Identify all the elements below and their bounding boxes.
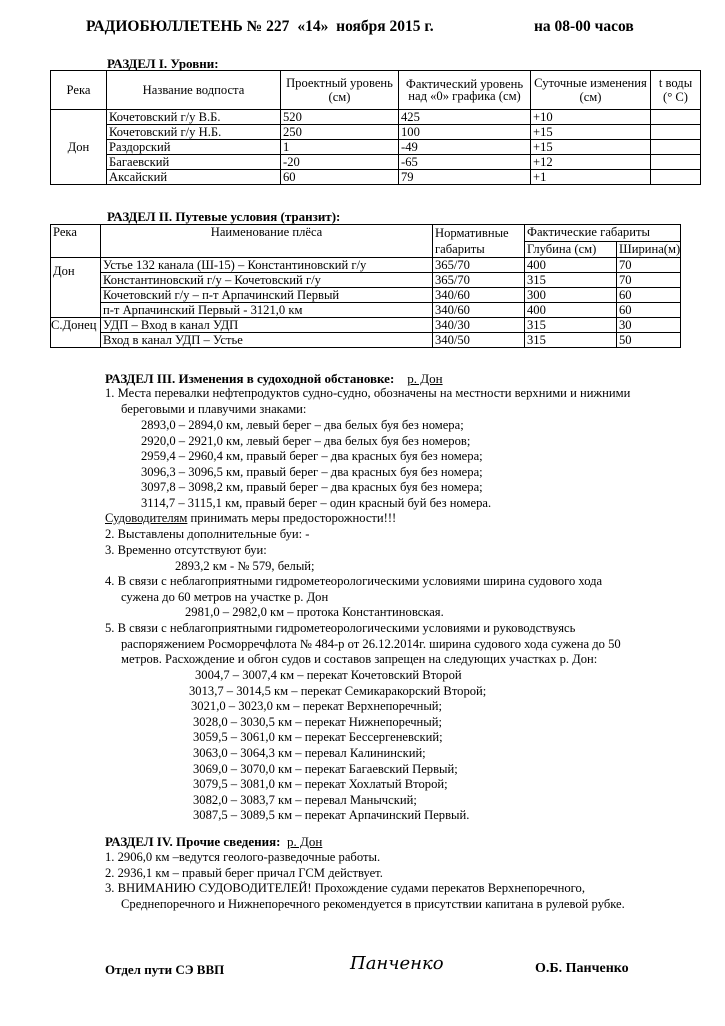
- table-row: [51, 110, 701, 125]
- text-line: 3021,0 – 3023,0 км – перекат Верхнепоречный;: [191, 699, 443, 713]
- width: 50: [617, 333, 681, 348]
- width: 30: [617, 318, 681, 333]
- water-temp: [651, 125, 701, 140]
- reach-name: Кочетовский г/у – п-т Арпачинский Первый: [101, 288, 433, 303]
- text-line: [105, 511, 396, 527]
- daily-change: +12: [531, 155, 651, 170]
- text-line: 3. Временно отсутствуют буи:: [105, 543, 267, 557]
- section3-title: РАЗДЕЛ III. Изменения в судоходной обстановке:: [105, 371, 395, 386]
- table-row: [51, 155, 701, 170]
- table-row: [51, 333, 681, 348]
- col-header: Глубина (см): [525, 241, 617, 258]
- width: 60: [617, 288, 681, 303]
- route-header-row: [51, 225, 681, 242]
- text-line: 1. 2906,0 км –ведутся геолого-разведочные работы.: [105, 850, 381, 864]
- col-header: Фактический уровень над «0» графика (см): [399, 71, 531, 110]
- col-header: Суточные изменения (см): [531, 71, 651, 110]
- col-header: Река: [51, 225, 101, 258]
- daily-change: +15: [531, 125, 651, 140]
- actual-level: 79: [399, 170, 531, 185]
- levels-table: [50, 70, 701, 185]
- text-line: 3063,0 – 3064,3 км – перевал Калининский;: [193, 746, 426, 760]
- water-temp: [651, 155, 701, 170]
- depth: 315: [525, 318, 617, 333]
- reach-name: УДП – Вход в канал УДП: [101, 318, 433, 333]
- table-row: [51, 170, 701, 185]
- text-line: 2981,0 – 2982,0 км – протока Константиновская.: [185, 605, 444, 619]
- design-level: 60: [281, 170, 399, 185]
- text-line: 3096,3 – 3096,5 км, правый берег – два красных буя без номера;: [141, 465, 483, 479]
- gauge-name: Раздорский: [107, 140, 281, 155]
- text-line: 3069,0 – 3070,0 км – перекат Багаевский Первый;: [193, 762, 458, 776]
- actual-level: -49: [399, 140, 531, 155]
- signer-name: О.Б. Панченко: [535, 961, 629, 976]
- table-row: [51, 125, 701, 140]
- gauge-name: Кочетовский г/у В.Б.: [107, 110, 281, 125]
- section1-heading: РАЗДЕЛ I. Уровни:: [107, 56, 219, 71]
- text-line: береговыми и плавучими знаками:: [121, 402, 307, 416]
- bulletin-date: ноября 2015 г.: [336, 18, 434, 35]
- text-line: 1. Места перевалки нефтепродуктов судно-судно, обозначены на местности верхними и нижними: [105, 386, 631, 400]
- text-line: 3059,5 – 3061,0 км – перекат Бессергеневский;: [193, 730, 443, 744]
- depth: 400: [525, 303, 617, 318]
- bulletin-number: РАДИОБЮЛЛЕТЕНЬ № 227: [86, 18, 290, 35]
- water-temp: [651, 140, 701, 155]
- norm-dims: 340/60: [433, 288, 525, 303]
- river-cell: Дон: [51, 110, 107, 185]
- bulletin-day: «14»: [297, 18, 329, 35]
- text-line: метров. Расхождение и обгон судов и составов запрещен на следующих участках р. Дон:: [121, 652, 598, 666]
- drivers-word: Судоводителям: [105, 511, 188, 525]
- river-cell: С.Донец: [51, 318, 101, 348]
- bulletin-time: на 08-00 часов: [534, 18, 634, 35]
- section4-heading: [105, 834, 322, 850]
- department-label: Отдел пути СЭ ВВП: [105, 962, 225, 977]
- reach-name: Вход в канал УДП – Устье: [101, 333, 433, 348]
- text-line: 3097,8 – 3098,2 км, правый берег – два красных буя без номера;: [141, 480, 483, 494]
- gauge-name: Аксайский: [107, 170, 281, 185]
- text-line: 2. 2936,1 км – правый берег причал ГСМ действует.: [105, 866, 383, 880]
- daily-change: +15: [531, 140, 651, 155]
- width: 70: [617, 258, 681, 273]
- table-row: [51, 303, 681, 318]
- river-cell: Дон: [51, 258, 101, 318]
- col-header: Название водпоста: [107, 71, 281, 110]
- design-level: 250: [281, 125, 399, 140]
- reach-name: Константиновский г/у – Кочетовский г/у: [101, 273, 433, 288]
- text-line: 2959,4 – 2960,4 км, правый берег – два красных буя без номера;: [141, 449, 483, 463]
- width: 60: [617, 303, 681, 318]
- table-row: [51, 140, 701, 155]
- actual-level: -65: [399, 155, 531, 170]
- water-temp: [651, 110, 701, 125]
- col-header: Наименование плёса: [101, 225, 433, 258]
- depth: 315: [525, 273, 617, 288]
- design-level: 520: [281, 110, 399, 125]
- depth: 315: [525, 333, 617, 348]
- depth: 300: [525, 288, 617, 303]
- text-line: 2920,0 – 2921,0 км, левый берег – два белых буя без номеров;: [141, 434, 471, 448]
- daily-change: +10: [531, 110, 651, 125]
- col-header: Фактические габариты: [525, 225, 681, 242]
- drivers-warning: принимать меры предосторожности!!!: [187, 511, 397, 525]
- section4-title: РАЗДЕЛ IV. Прочие сведения:: [105, 834, 281, 849]
- width: 70: [617, 273, 681, 288]
- norm-dims: 340/50: [433, 333, 525, 348]
- text-line: 3114,7 – 3115,1 км, правый берег – один красный буй без номера.: [141, 496, 492, 510]
- text-line: 3013,7 – 3014,5 км – перекат Семикаракорский Второй;: [189, 684, 487, 698]
- text-line: 2893,0 – 2894,0 км, левый берег – два белых буя без номера;: [141, 418, 464, 432]
- section2-heading: РАЗДЕЛ II. Путевые условия (транзит):: [107, 209, 341, 224]
- text-line: 2893,2 км - № 579, белый;: [175, 559, 315, 573]
- text-line: 3028,0 – 3030,5 км – перекат Нижнепоречный;: [193, 715, 442, 729]
- actual-level: 425: [399, 110, 531, 125]
- text-line: 4. В связи с неблагоприятными гидрометеорологическими условиями ширина судового хода: [105, 574, 603, 588]
- text-line: 5. В связи с неблагоприятными гидрометеорологическими условиями и руководствуясь: [105, 621, 576, 635]
- depth: 400: [525, 258, 617, 273]
- design-level: 1: [281, 140, 399, 155]
- col-header: Проектный уровень (см): [281, 71, 399, 110]
- reach-name: п-т Арпачинский Первый - 3121,0 км: [101, 303, 433, 318]
- section3-heading: [105, 371, 443, 387]
- text-line: 3082,0 – 3083,7 км – перевал Манычский;: [193, 793, 417, 807]
- norm-dims: 340/30: [433, 318, 525, 333]
- text-line: распоряжением Росморречфлота № 484-р от 26.12.2014г. ширина судового хода сужена до 50: [121, 637, 621, 651]
- norm-dims: 365/70: [433, 273, 525, 288]
- levels-header-row: [51, 71, 701, 110]
- col-header: Нормативные габариты: [433, 225, 525, 258]
- table-row: [51, 273, 681, 288]
- text-line: 3079,5 – 3081,0 км – перекат Хохлатый Второй;: [193, 777, 448, 791]
- norm-dims: 340/60: [433, 303, 525, 318]
- gauge-name: Багаевский: [107, 155, 281, 170]
- table-row: [51, 258, 681, 273]
- gauge-name: Кочетовский г/у Н.Б.: [107, 125, 281, 140]
- text-line: 2. Выставлены дополнительные буи: -: [105, 527, 310, 541]
- daily-change: +1: [531, 170, 651, 185]
- water-temp: [651, 170, 701, 185]
- norm-dims: 365/70: [433, 258, 525, 273]
- bulletin-title: [86, 18, 434, 36]
- table-row: [51, 288, 681, 303]
- actual-level: 100: [399, 125, 531, 140]
- section4-river: р. Дон: [287, 834, 323, 849]
- col-header: Ширина(м): [617, 241, 681, 258]
- text-line: Среднепоречного и Нижнепоречного рекомендуется в присутствии капитана в рулевой рубке.: [121, 897, 625, 911]
- text-line: сужена до 60 метров на участке р. Дон: [121, 590, 329, 604]
- col-header: Река: [51, 71, 107, 110]
- table-row: [51, 318, 681, 333]
- reach-name: Устье 132 канала (Ш-15) – Константиновский г/у: [101, 258, 433, 273]
- text-line: 3004,7 – 3007,4 км – перекат Кочетовский Второй: [195, 668, 462, 682]
- text-line: 3087,5 – 3089,5 км – перекат Арпачинский Первый.: [193, 808, 470, 822]
- route-table: [50, 224, 681, 348]
- text-line: 3. ВНИМАНИЮ СУДОВОДИТЕЛЕЙ! Прохождение судами перекатов Верхнепоречного,: [105, 881, 585, 895]
- design-level: -20: [281, 155, 399, 170]
- col-header: t воды (° C): [651, 71, 701, 110]
- section3-river: р. Дон: [407, 371, 443, 386]
- signature: Панченко: [350, 953, 444, 974]
